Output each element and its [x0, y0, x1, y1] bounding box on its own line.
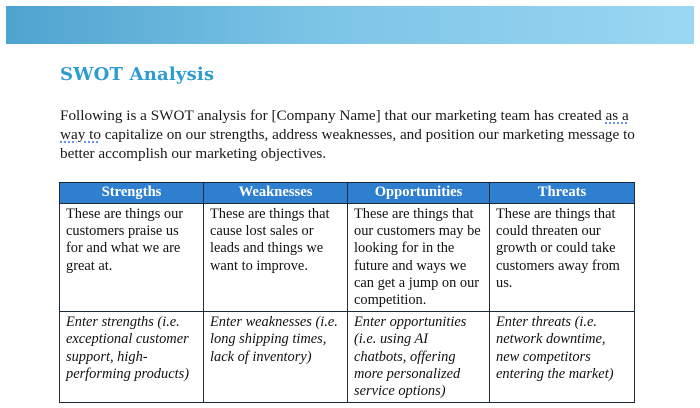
- intro-text-end: capitalize on our strengths, address weaknesses, and position our marketing message to better accomplish our marketing objectives.: [60, 126, 635, 162]
- header-opportunities: Opportunities: [348, 183, 490, 204]
- threats-description[interactable]: These are things that could threaten our growth or could take customers away from us.: [490, 204, 635, 312]
- strengths-description[interactable]: These are things our customers praise us for and what we are great at.: [60, 204, 204, 312]
- description-row: [60, 204, 635, 312]
- opportunities-entry[interactable]: Enter opportunities (i.e. using AI chatbots, offering more personalized service options): [348, 312, 490, 403]
- header-strengths: Strengths: [60, 183, 204, 204]
- entry-row: [60, 312, 635, 403]
- threats-entry[interactable]: Enter threats (i.e. network downtime, new competitors entering the market): [490, 312, 635, 403]
- intro-text-start: Following is a SWOT analysis for [Company Name] that our marketing team has created: [60, 107, 606, 124]
- opportunities-description[interactable]: These are things that our customers may be looking for in the future and ways we can get a jump on our competition.: [348, 204, 490, 312]
- weaknesses-entry[interactable]: Enter weaknesses (i.e. long shipping times, lack of inventory): [204, 312, 348, 403]
- strengths-entry[interactable]: Enter strengths (i.e. exceptional customer support, high-performing products): [60, 312, 204, 403]
- header-threats: Threats: [490, 183, 635, 204]
- swot-table: [59, 182, 635, 403]
- weaknesses-description[interactable]: These are things that cause lost sales or leads and things we want to improve.: [204, 204, 348, 312]
- document-title: SWOT Analysis: [60, 64, 215, 85]
- header-banner: [6, 6, 694, 44]
- header-weaknesses: Weaknesses: [204, 183, 348, 204]
- table-header-row: [60, 183, 635, 204]
- intro-paragraph: [60, 106, 645, 163]
- grammar-flagged-phrase: as a way to: [60, 107, 629, 143]
